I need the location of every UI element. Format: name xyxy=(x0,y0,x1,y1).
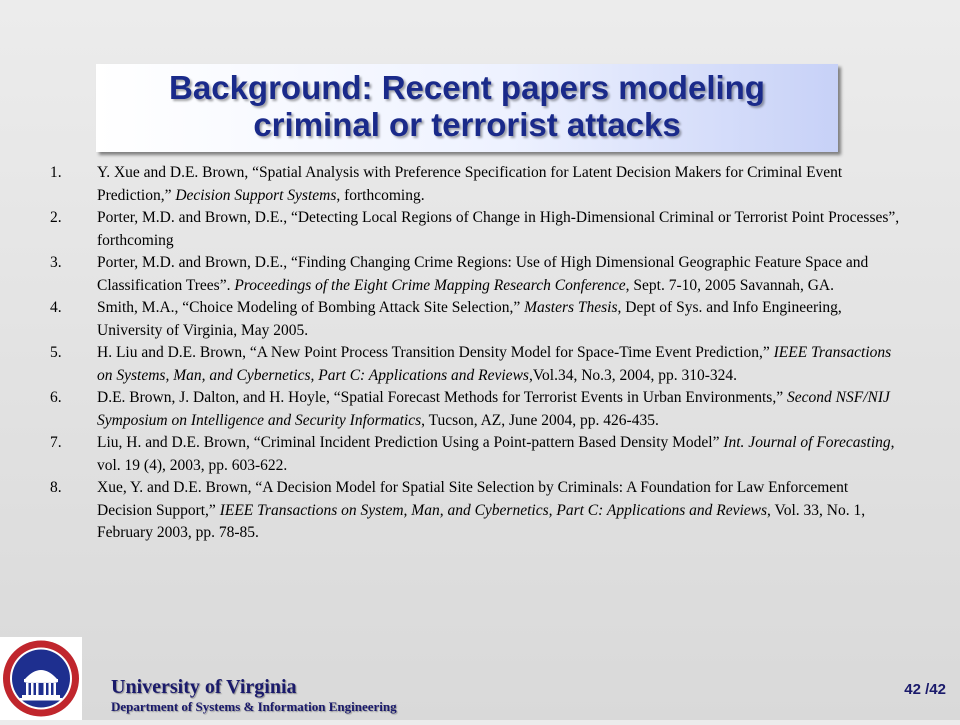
footer-university: University of Virginia xyxy=(111,676,297,698)
reference-text: Xue, Y. and D.E. Brown, “A Decision Model for Spatial Site Selection by Criminals: A Foundation for Law Enforcement Decision Support,” xyxy=(97,479,849,519)
slide-title-line-2: criminal or terrorist attacks xyxy=(253,106,681,143)
reference-text: , forthcoming. xyxy=(336,186,425,204)
page-number: 42 /42 xyxy=(904,681,946,698)
reference-venue: IEEE Transactions on System, Man, and Cybernetics, Part C: Applications and Reviews xyxy=(219,501,768,519)
reference-venue: Decision Support Systems xyxy=(175,186,337,204)
reference-text: , Sept. 7-10, 2005 Savannah, GA. xyxy=(625,276,835,294)
reference-text: ,Vol.34, No.3, 2004, pp. 310-324. xyxy=(528,366,738,384)
reference-item xyxy=(50,432,900,477)
reference-number: 7. xyxy=(50,434,62,451)
reference-item xyxy=(50,342,900,387)
reference-item xyxy=(50,252,900,297)
reference-text: H. Liu and D.E. Brown, “A New Point Process Transition Density Model for Space-Time Event Prediction,” xyxy=(97,344,774,361)
reference-venue: Second NSF/NIJ Symposium on Intelligence and Security Informatics xyxy=(97,389,890,429)
reference-item xyxy=(50,297,900,342)
reference-number: 2. xyxy=(50,209,62,226)
reference-venue: IEEE Transactions on Systems, Man, and Cybernetics, Part C: Applications and Reviews xyxy=(97,344,892,384)
reference-number: 3. xyxy=(50,254,62,271)
reference-list xyxy=(50,162,900,545)
reference-text: , Tucson, AZ, June 2004, pp. 426-435. xyxy=(421,411,659,429)
reference-text: D.E. Brown, J. Dalton, and H. Hoyle, “Spatial Forecast Methods for Terrorist Events in Urban Environments,” xyxy=(97,389,787,406)
reference-text: , vol. 19 (4), 2003, pp. 603-622. xyxy=(97,434,895,474)
reference-number: 4. xyxy=(50,299,62,316)
slide-title-line-1: Background: Recent papers modeling xyxy=(169,69,765,106)
reference-item xyxy=(50,207,900,252)
reference-item xyxy=(50,162,900,207)
reference-text: , Vol. 33, No. 1, February 2003, pp. 78-85. xyxy=(97,501,866,541)
reference-venue: Masters Thesis xyxy=(524,299,618,316)
reference-item xyxy=(50,477,900,545)
reference-number: 6. xyxy=(50,389,62,406)
reference-venue: Int. Journal of Forecasting xyxy=(723,434,891,451)
reference-text: Y. Xue and D.E. Brown, “Spatial Analysis with Preference Specification for Latent Decision Makers for Criminal Event Prediction,” xyxy=(97,164,843,204)
reference-number: 8. xyxy=(50,479,62,496)
reference-text: Smith, M.A., “Choice Modeling of Bombing Attack Site Selection,” xyxy=(97,299,525,316)
slide-title xyxy=(96,69,838,143)
reference-text: Porter, M.D. and Brown, D.E., “Finding Changing Crime Regions: Use of High Dimensional Geographic Feature Space and Classification Trees”. xyxy=(97,254,869,294)
reference-venue: Proceedings of the Eight Crime Mapping Research Conference xyxy=(234,276,626,294)
reference-text: , Dept of Sys. and Info Engineering, University of Virginia, May 2005. xyxy=(97,299,842,339)
reference-text: Porter, M.D. and Brown, D.E., “Detecting Local Regions of Change in High-Dimensional Criminal or Terrorist Point Processes”, forthcoming xyxy=(97,209,900,249)
footer-department: Department of Systems & Information Engineering xyxy=(111,699,397,714)
university-seal-icon xyxy=(0,637,82,720)
title-box xyxy=(96,64,838,152)
reference-number: 1. xyxy=(50,164,62,181)
university-seal-graphic xyxy=(0,637,82,720)
reference-number: 5. xyxy=(50,344,62,361)
reference-text: Liu, H. and D.E. Brown, “Criminal Incident Prediction Using a Point-pattern Based Density Model” xyxy=(97,434,724,451)
reference-item xyxy=(50,387,900,432)
